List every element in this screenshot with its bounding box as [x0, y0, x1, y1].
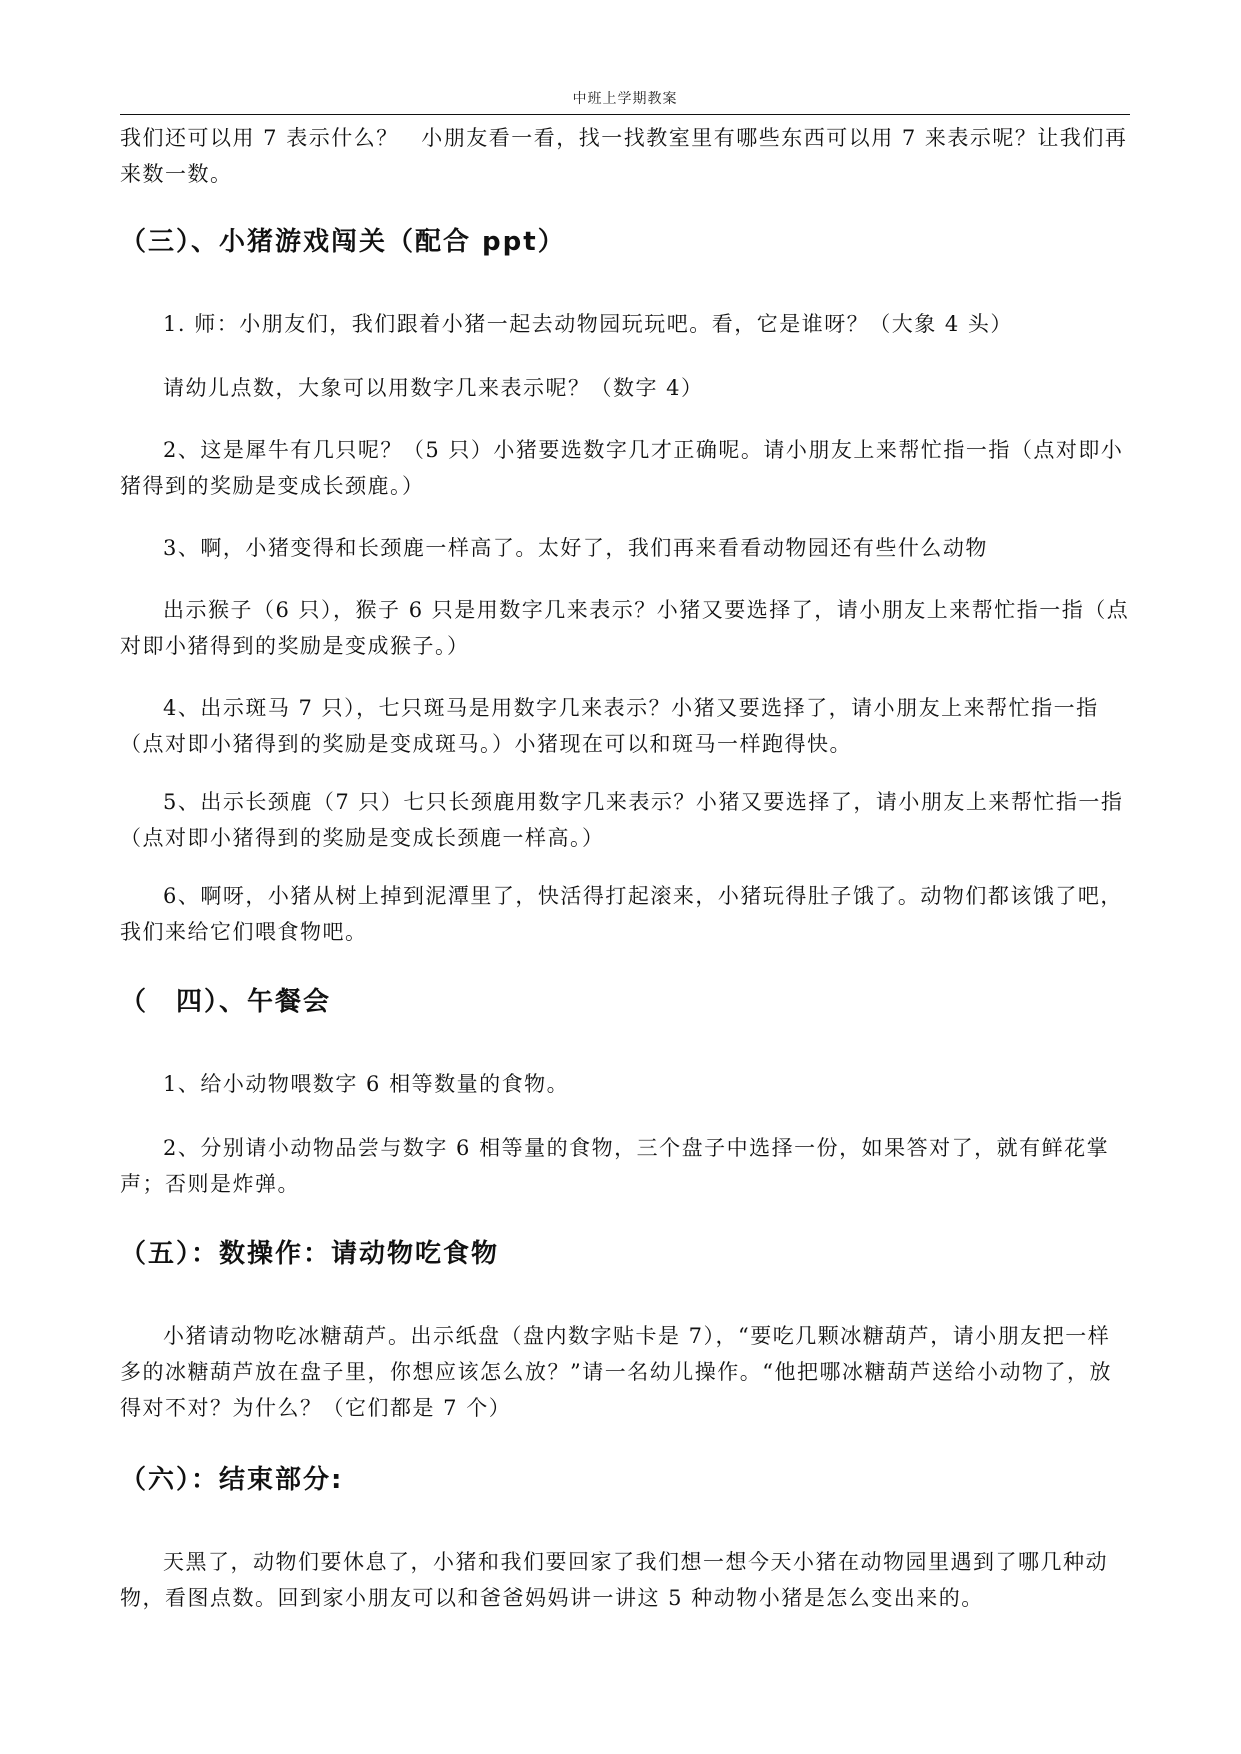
section-3-paragraph-5: 出示猴子（6 只），猴子 6 只是用数字几来表示？小猪又要选择了，请小朋友上来帮忙指一指（点对即小猪得到的奖励是变成猴子。） [120, 598, 1130, 658]
section-4-paragraph-2: 2、分别请小动物品尝与数字 6 相等量的食物，三个盘子中选择一份，如果答对了，就有鲜花掌声；否则是炸弹。 [120, 1136, 1110, 1196]
section-3-paragraph-4: 3、啊，小猪变得和长颈鹿一样高了。太好了，我们再来看看动物园还有些什么动物 [163, 536, 988, 560]
section-4-heading: （ 四）、午餐会 [120, 987, 332, 1017]
section-3-paragraph-3: 2、这是犀牛有几只呢？（5 只）小猪要选数字几才正确呢。请小朋友上来帮忙指一指（点对即小猪得到的奖励是变成长颈鹿。） [120, 438, 1124, 498]
section-5-heading: （五）：数操作：请动物吃食物 [120, 1239, 500, 1269]
section-4-paragraph-1: 1、给小动物喂数字 6 相等数量的食物。 [163, 1072, 570, 1096]
section-3-paragraph-6: 4、出示斑马 7 只），七只斑马是用数字几来表示？小猪又要选择了，请小朋友上来帮忙指一指（点对即小猪得到的奖励是变成斑马。）小猪现在可以和斑马一样跑得快。 [120, 696, 1099, 756]
section-3-paragraph-7: 5、出示长颈鹿（7 只）七只长颈鹿用数字几来表示？小猪又要选择了，请小朋友上来帮忙指一指（点对即小猪得到的奖励是变成长颈鹿一样高。） [120, 790, 1124, 850]
section-3-paragraph-1: 1. 师：小朋友们，我们跟着小猪一起去动物园玩玩吧。看，它是谁呀？（大象 4 头） [163, 312, 1013, 336]
header-divider [120, 114, 1130, 115]
intro-paragraph: 我们还可以用 7 表示什么？ 小朋友看一看，找一找教室里有哪些东西可以用 7 来表示呢？让我们再来数一数。 [120, 126, 1128, 186]
section-5-paragraph-1: 小猪请动物吃冰糖葫芦。出示纸盘（盘内数字贴卡是 7），“要吃几颗冰糖葫芦，请小朋友把一样多的冰糖葫芦放在盘子里，你想应该怎么放？”请一名幼儿操作。“他把哪冰糖葫芦送给小动物了，放得对不对？为什么？（它们都是 7 个） [120, 1324, 1112, 1420]
section-6-heading: （六）：结束部分: [120, 1465, 344, 1495]
section-3-paragraph-8: 6、啊呀，小猪从树上掉到泥潭里了，快活得打起滚来，小猪玩得肚子饿了。动物们都该饿了吧，我们来给它们喂食物吧。 [120, 884, 1123, 944]
section-3-heading: （三）、小猪游戏闯关（配合 ppt） [120, 227, 566, 257]
section-3-paragraph-2: 请幼儿点数，大象可以用数字几来表示呢？（数字 4） [163, 376, 704, 400]
page-header: 中班上学期教案 [572, 91, 678, 107]
section-6-paragraph-1: 天黑了，动物们要休息了，小猪和我们要回家了我们想一想今天小猪在动物园里遇到了哪几种动物，看图点数。回到家小朋友可以和爸爸妈妈讲一讲这 5 种动物小猪是怎么变出来的。 [120, 1550, 1108, 1610]
